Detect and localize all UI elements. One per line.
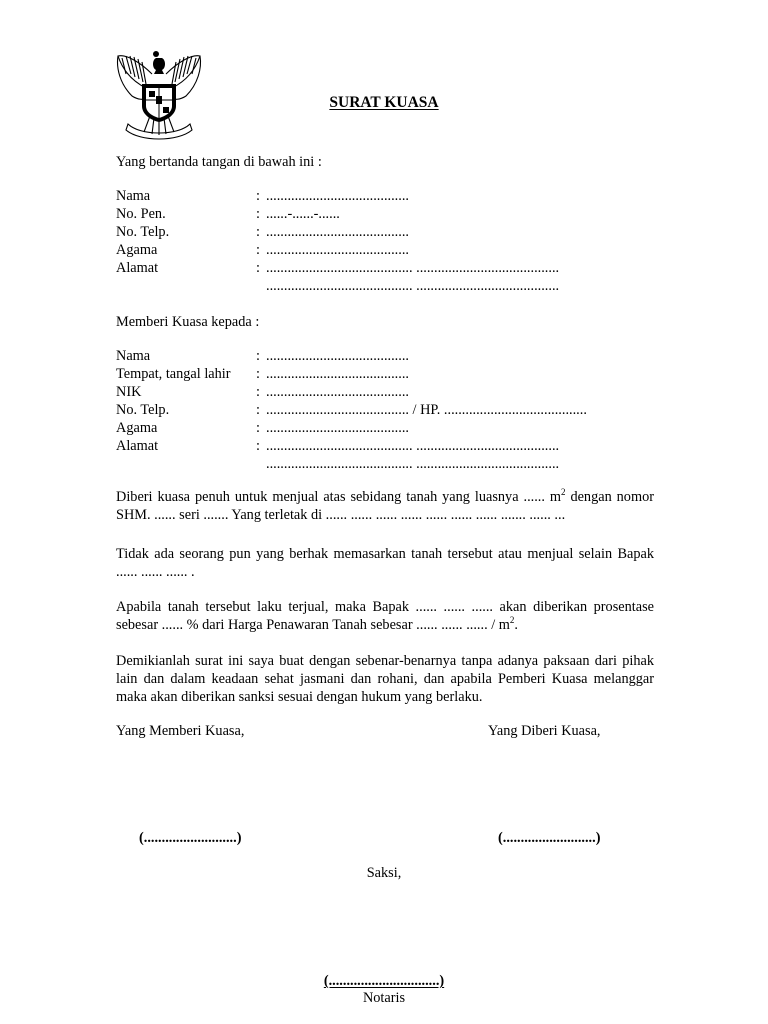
signature-right: (..........................) [498,830,601,846]
superscript: 2 [561,487,566,497]
field-row [116,259,656,277]
field-colon: : [256,366,260,382]
recipient-fields [116,347,656,473]
field-label: Nama [116,348,151,364]
field-row [116,365,656,383]
field-value: ........................................ [266,384,409,400]
field-label: Agama [116,242,158,258]
document-title: SURAT KUASA [329,94,439,111]
signature-notary: (...............................) [323,973,445,989]
field-colon: : [256,260,260,276]
field-label: Nama [116,188,151,204]
superscript: 2 [509,615,515,625]
paragraph-text: Demikianlah surat ini saya buat dengan sebenar-benarnya tanpa adanya paksaan dari pihak lain dan dalam keadaan sehat jasmani dan rohani, dan apabila Pemberi Kuasa melanggar maka akan diberikan sanksi sesuai dengan hukum yang berlaku. [116,653,654,705]
field-row [116,383,656,401]
field-value: ......-......-...... [266,206,340,222]
field-label: NIK [116,384,142,400]
paragraph-commission [116,598,654,634]
paragraph-text: dengan nomor SHM. ...... seri ....... Yang terletak di ...... ...... ...... ...... ...... ...... ...... ....... ...... ... [116,489,654,523]
field-value: ........................................ [266,224,409,240]
field-value: ......................................... ........................................ [266,456,560,472]
signer-left-label: Yang Memberi Kuasa, [116,723,245,739]
field-colon: : [256,188,260,204]
field-colon: : [256,242,260,258]
signature-left: (..........................) [139,830,242,846]
field-label: No. Telp. [116,224,170,240]
field-label: Tempat, tangal lahir [116,366,231,382]
field-value: ........................................ [266,242,409,258]
signer-right-label: Yang Diberi Kuasa, [488,723,601,739]
field-colon: : [256,348,260,364]
field-row [116,401,656,419]
field-value: ........................................ [266,420,409,436]
paragraph-authority [116,488,654,524]
field-colon: : [256,438,260,454]
field-row [116,419,656,437]
field-row [116,223,656,241]
field-row [116,205,656,223]
field-label: Agama [116,420,158,436]
field-colon: : [256,420,260,436]
field-value: ......................................... ........................................ [266,278,560,294]
field-colon: : [256,206,260,222]
paragraph-text: Apabila tanah tersebut laku terjual, maka Bapak ...... ...... ...... akan diberikan prosentase sebesar ...... % dari Harga Penawaran Tanah sebesar ...... ...... ...... / m [116,599,654,633]
field-row [116,437,656,455]
field-row-continuation [116,277,656,295]
field-label: No. Telp. [116,402,170,418]
garuda-emblem-icon [112,44,206,142]
field-label: No. Pen. [116,206,166,222]
paragraph-text: . [514,617,518,633]
field-label: Alamat [116,438,159,454]
field-row [116,187,656,205]
field-colon: : [256,402,260,418]
recipient-intro: Memberi Kuasa kepada : [116,314,260,330]
field-colon: : [256,384,260,400]
intro-text: Yang bertanda tangan di bawah ini : [116,154,322,170]
field-colon: : [256,224,260,240]
field-row [116,347,656,365]
field-value: ........................................ [266,188,409,204]
field-value: ........................................ / HP. ........................................ [266,402,587,418]
paragraph-closing [116,652,654,706]
field-value: ........................................ [266,348,409,364]
paragraph-exclusivity [116,545,654,581]
giver-fields [116,187,656,295]
field-label: Alamat [116,260,159,276]
paragraph-text: Diberi kuasa penuh untuk menjual atas sebidang tanah yang luasnya ...... m [116,489,561,505]
paragraph-text: Tidak ada seorang pun yang berhak memasarkan tanah tersebut atau menjual selain Bapak ...... ...... ...... . [116,546,654,580]
witness-label: Saksi, [366,865,402,881]
field-value: ......................................... ........................................ [266,438,560,454]
notary-label: Notaris [362,990,406,1006]
field-row [116,241,656,259]
field-row-continuation [116,455,656,473]
field-value: ......................................... ........................................ [266,260,560,276]
field-value: ........................................ [266,366,409,382]
